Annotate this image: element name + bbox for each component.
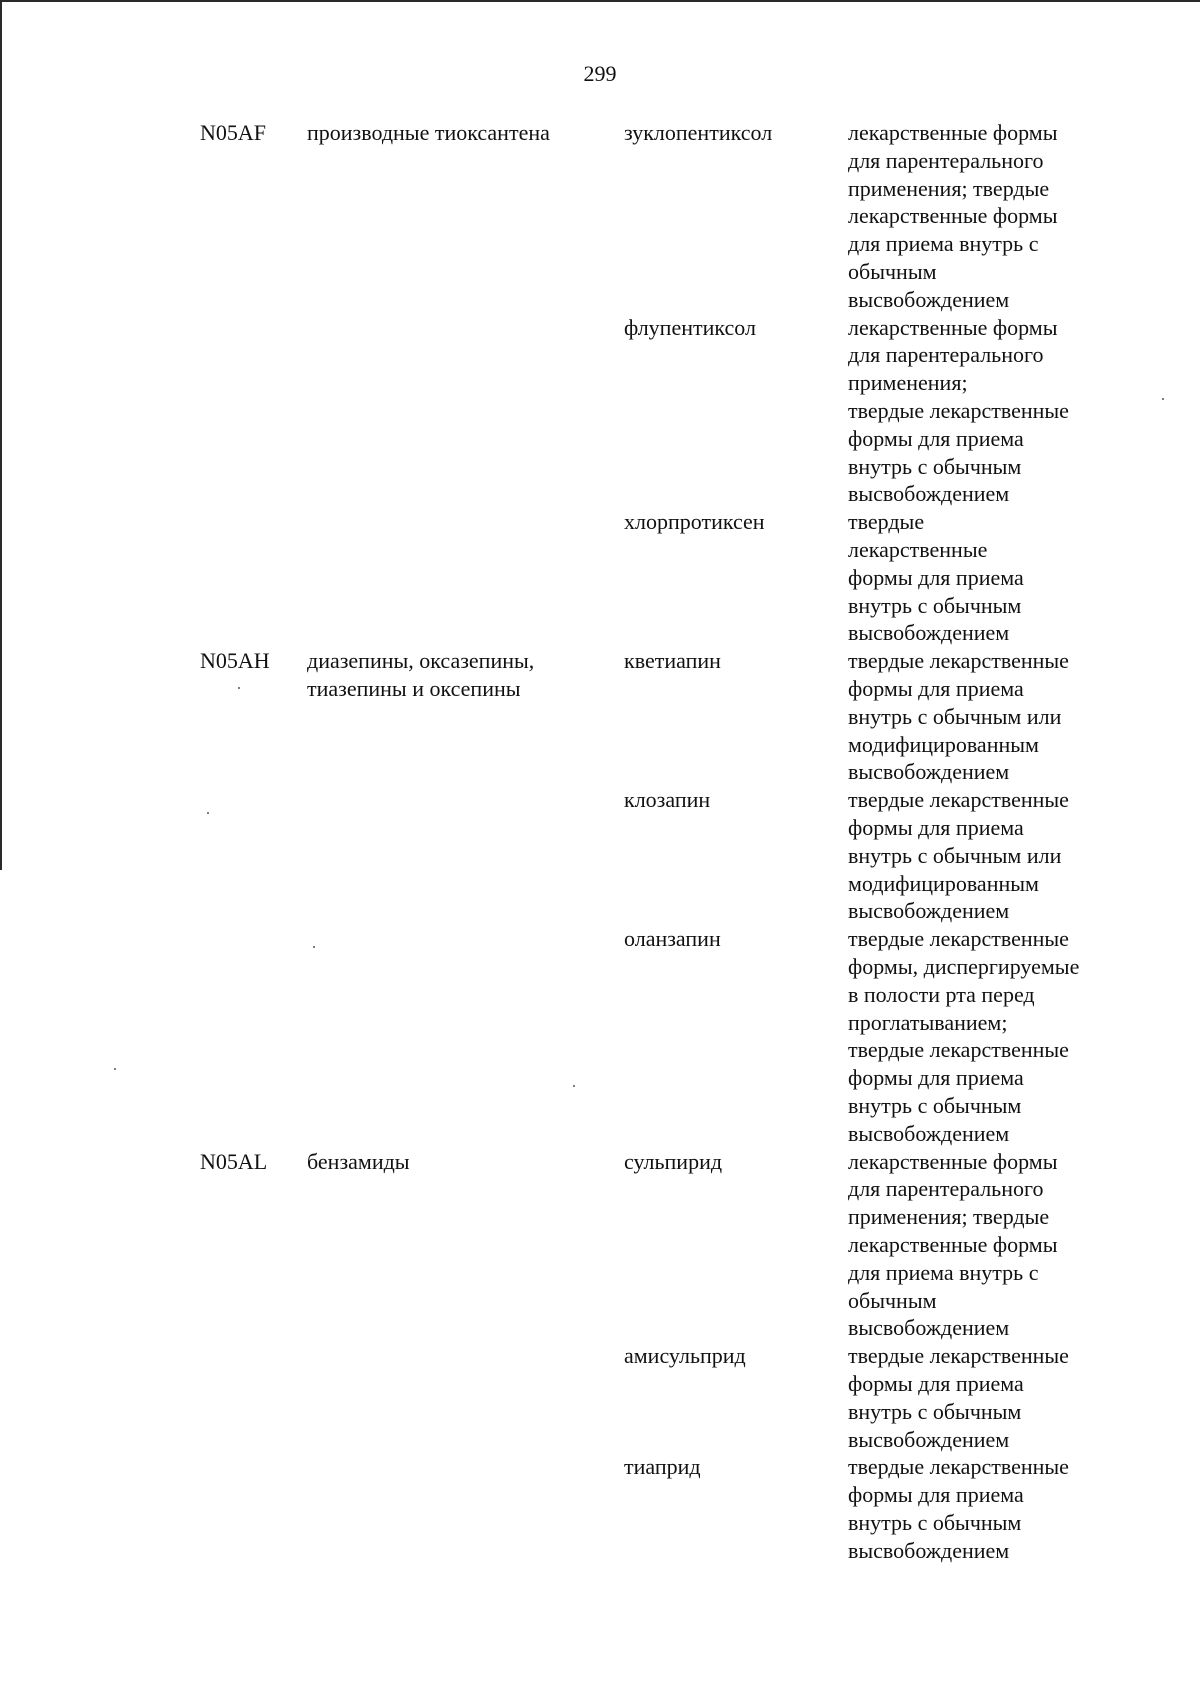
atc-code: N05AL bbox=[200, 1148, 268, 1174]
dosage-form-line: твердые лекарственные bbox=[848, 1454, 1069, 1480]
dosage-form-line: модифицированным bbox=[848, 731, 1039, 757]
dosage-form-line: высвобождением bbox=[848, 1426, 1010, 1452]
dosage-form-line: внутрь с обычным или bbox=[848, 842, 1062, 868]
dosage-form-line: внутрь с обычным bbox=[848, 592, 1022, 618]
scan-border-left bbox=[0, 0, 2, 870]
dosage-form-line: внутрь с обычным bbox=[848, 1093, 1022, 1118]
dosage-form-line: для парентерального bbox=[848, 147, 1044, 173]
dosage-form-line: применения; твердые bbox=[848, 1204, 1050, 1230]
drug-name: зуклопентиксол bbox=[624, 120, 773, 145]
dosage-form-line: формы для приема bbox=[848, 564, 1024, 590]
dosage-form-line: высвобождением bbox=[848, 898, 1010, 924]
dosage-form-line: формы для приема bbox=[848, 676, 1024, 701]
dosage-form-line: лекарственные bbox=[848, 537, 988, 562]
dosage-form-line: твердые лекарственные bbox=[848, 926, 1069, 952]
group-name-line: диазепины, оксазепины, bbox=[307, 648, 535, 674]
dosage-form-line: формы для приема bbox=[848, 1482, 1024, 1508]
drug-name: оланзапин bbox=[624, 926, 721, 952]
dosage-form-line: высвобождением bbox=[848, 481, 1010, 507]
dosage-form-line: применения; твердые bbox=[848, 175, 1050, 201]
dosage-form-line: обычным bbox=[848, 259, 937, 284]
dosage-form-line: лекарственные формы bbox=[848, 1232, 1058, 1257]
scan-border-top bbox=[0, 0, 1200, 2]
scan-speck bbox=[238, 687, 240, 689]
dosage-form-line: твердые лекарственные bbox=[848, 1343, 1069, 1369]
dosage-form-line: для приема внутрь с bbox=[848, 1259, 1039, 1285]
dosage-form-line: твердые лекарственные bbox=[848, 648, 1069, 674]
dosage-form-line: модифицированным bbox=[848, 870, 1039, 896]
dosage-form-line: обычным bbox=[848, 1287, 937, 1313]
dosage-form-line: для парентерального bbox=[848, 1176, 1044, 1202]
dosage-form-line: лекарственные формы bbox=[848, 120, 1058, 145]
dosage-form-line: проглатыванием; bbox=[848, 1009, 1008, 1035]
dosage-form-line: высвобождением bbox=[848, 759, 1010, 785]
dosage-form-line: для парентерального bbox=[848, 342, 1044, 368]
dosage-form-line: высвобождением bbox=[848, 1120, 1010, 1146]
dosage-form-line: формы, диспергируемые bbox=[848, 954, 1080, 979]
dosage-form-line: формы для приема bbox=[848, 1371, 1024, 1396]
dosage-form-line: внутрь с обычным bbox=[848, 1510, 1022, 1535]
group-name-line: бензамиды bbox=[307, 1148, 410, 1174]
atc-code: N05AF bbox=[200, 120, 267, 145]
dosage-form-line: твердые bbox=[848, 509, 925, 535]
dosage-form-line: высвобождением bbox=[848, 1537, 1010, 1563]
scan-speck bbox=[1162, 398, 1164, 400]
drug-name: клозапин bbox=[624, 787, 711, 813]
group-name-line: производные тиоксантена bbox=[307, 120, 550, 145]
dosage-form-line: высвобождением bbox=[848, 286, 1010, 312]
dosage-form-line: для приема внутрь с bbox=[848, 231, 1039, 257]
drug-name: флупентиксол bbox=[624, 314, 756, 340]
dosage-form-line: применения; bbox=[848, 370, 968, 396]
dosage-form-line: в полости рта перед bbox=[848, 981, 1035, 1007]
dosage-form-line: формы для приема bbox=[848, 1065, 1024, 1091]
drug-name: тиаприд bbox=[624, 1454, 701, 1480]
dosage-form-line: внутрь с обычным или bbox=[848, 703, 1062, 729]
dosage-form-line: твердые лекарственные bbox=[848, 1037, 1069, 1063]
page-number: 299 bbox=[583, 61, 617, 86]
group-name-line: тиазепины и оксепины bbox=[307, 676, 521, 701]
dosage-form-line: высвобождением bbox=[848, 620, 1010, 646]
drug-name: амисульприд bbox=[624, 1343, 746, 1369]
scan-speck bbox=[207, 812, 209, 814]
scan-speck bbox=[313, 946, 315, 948]
drug-name: сульпирид bbox=[624, 1148, 723, 1174]
dosage-form-line: внутрь с обычным bbox=[848, 1398, 1022, 1424]
dosage-form-line: лекарственные формы bbox=[848, 1148, 1058, 1174]
atc-code: N05AH bbox=[200, 648, 270, 674]
dosage-form-line: твердые лекарственные bbox=[848, 398, 1069, 423]
dosage-form-line: формы для приема bbox=[848, 815, 1024, 840]
dosage-form-line: лекарственные формы bbox=[848, 203, 1058, 229]
drug-name: хлорпротиксен bbox=[624, 509, 765, 535]
dosage-form-line: внутрь с обычным bbox=[848, 453, 1022, 479]
dosage-form-line: лекарственные формы bbox=[848, 314, 1058, 340]
dosage-form-line: формы для приема bbox=[848, 425, 1024, 451]
scan-speck bbox=[573, 1085, 575, 1087]
scan-speck bbox=[114, 1068, 116, 1070]
dosage-form-line: твердые лекарственные bbox=[848, 787, 1069, 813]
dosage-form-line: высвобождением bbox=[848, 1315, 1010, 1341]
drug-name: кветиапин bbox=[624, 648, 721, 674]
